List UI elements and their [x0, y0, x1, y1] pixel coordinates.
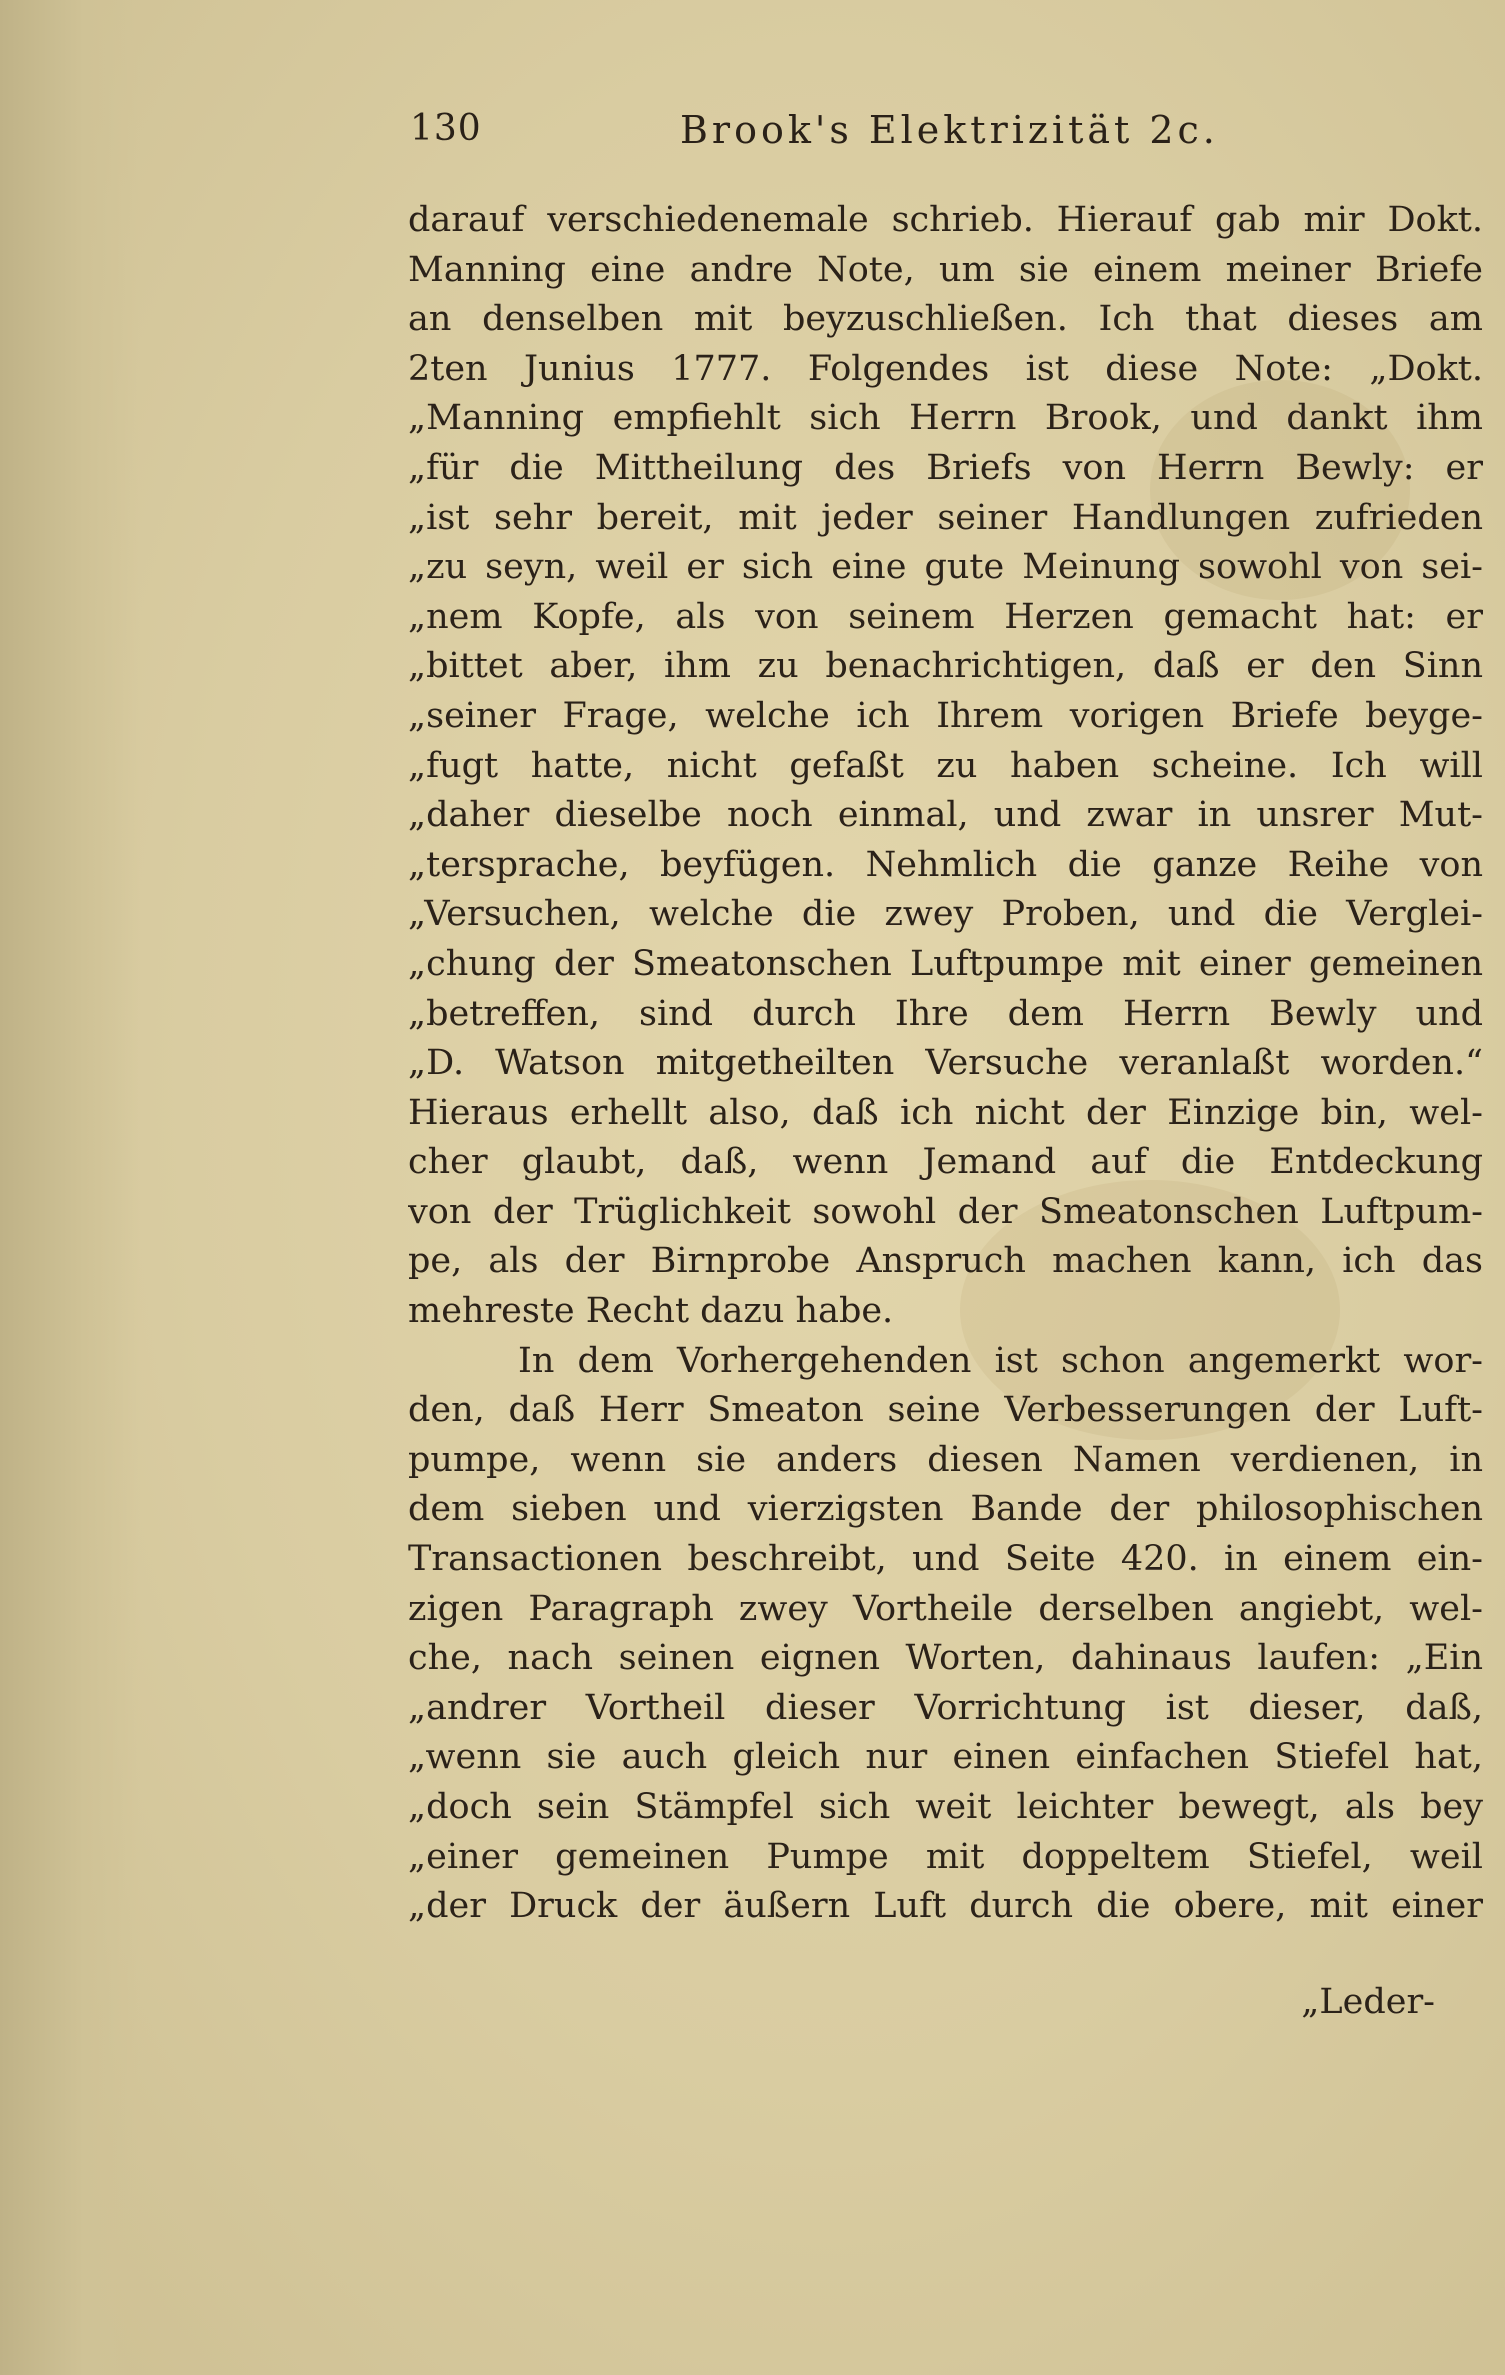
text-line: „wenn sie auch gleich nur einen einfachen Stiefel hat, — [408, 1737, 1483, 1778]
text-line: cher glaubt, daß, wenn Jemand auf die Entdeckung — [408, 1142, 1483, 1183]
text-line: pumpe, wenn sie anders diesen Namen verdienen, in — [408, 1439, 1483, 1480]
paragraph — [408, 1337, 1483, 1932]
text-line: „seiner Frage, welche ich Ihrem vorigen Briefe beyge- — [408, 695, 1483, 736]
text-line: „D. Watson mitgetheilten Versuche veranlaßt worden.“ — [408, 1043, 1483, 1084]
text-line: „Versuchen, welche die zwey Proben, und die Verglei- — [408, 894, 1483, 935]
text-line: „betreffen, sind durch Ihre dem Herrn Bewly und — [408, 993, 1483, 1034]
running-head: Brook's Elektrizität 2c. — [680, 108, 1219, 152]
text-line: „der Druck der äußern Luft durch die obere, mit einer — [408, 1886, 1483, 1927]
body-text — [408, 196, 1483, 1932]
text-line: „zu seyn, weil er sich eine gute Meinung sowohl von sei- — [408, 547, 1483, 588]
page-gutter-shade — [0, 0, 140, 2375]
text-line: mehreste Recht dazu habe. — [408, 1291, 894, 1332]
text-line: 2ten Junius 1777. Folgendes ist diese Note: „Dokt. — [408, 348, 1483, 389]
text-line: In dem Vorhergehenden ist schon angemerkt wor- — [518, 1340, 1483, 1381]
paragraph — [408, 196, 1483, 1337]
text-line: „ist sehr bereit, mit jeder seiner Handlungen zufrieden — [408, 497, 1483, 538]
text-line: che, nach seinen eignen Worten, dahinaus laufen: „Ein — [408, 1638, 1483, 1679]
text-line: dem sieben und vierzigsten Bande der philosophischen — [408, 1489, 1483, 1530]
text-line: den, daß Herr Smeaton seine Verbesserungen der Luft- — [408, 1390, 1483, 1431]
text-line: Transactionen beschreibt, und Seite 420. in einem ein- — [408, 1539, 1483, 1580]
text-line: an denselben mit beyzuschließen. Ich that dieses am — [408, 299, 1483, 340]
text-line: von der Trüglichkeit sowohl der Smeatonschen Luftpum- — [408, 1191, 1483, 1232]
text-line: „daher dieselbe noch einmal, und zwar in unsrer Mut- — [408, 795, 1483, 836]
text-line: darauf verschiedenemale schrieb. Hierauf gab mir Dokt. — [408, 200, 1483, 240]
catchword: „Leder- — [1301, 1982, 1435, 2022]
text-line: zigen Paragraph zwey Vortheile derselben angiebt, wel- — [408, 1588, 1483, 1629]
text-line: „nem Kopfe, als von seinem Herzen gemacht hat: er — [408, 596, 1483, 637]
text-line: Manning eine andre Note, um sie einem meiner Briefe — [408, 249, 1483, 290]
text-line: „fugt hatte, nicht gefaßt zu haben scheine. Ich will — [408, 745, 1483, 786]
text-line: Hieraus erhellt also, daß ich nicht der Einzige bin, wel- — [408, 1092, 1483, 1133]
text-line: pe, als der Birnprobe Anspruch machen kann, ich das — [408, 1241, 1483, 1282]
page-number: 130 — [410, 108, 482, 149]
page-header — [410, 108, 1470, 168]
text-line: „für die Mittheilung des Briefs von Herrn Bewly: er — [408, 447, 1483, 488]
text-line: „einer gemeinen Pumpe mit doppeltem Stiefel, weil — [408, 1836, 1483, 1877]
text-line: „andrer Vortheil dieser Vorrichtung ist dieser, daß, — [408, 1687, 1483, 1728]
text-line: „Manning empfiehlt sich Herrn Brook, und dankt ihm — [408, 398, 1483, 439]
text-line: „bittet aber, ihm zu benachrichtigen, daß er den Sinn — [408, 646, 1483, 687]
text-line: „tersprache, beyfügen. Nehmlich die ganze Reihe von — [408, 844, 1483, 885]
text-line: „chung der Smeatonschen Luftpumpe mit einer gemeinen — [408, 943, 1483, 984]
text-line: „doch sein Stämpfel sich weit leichter bewegt, als bey — [408, 1787, 1483, 1827]
